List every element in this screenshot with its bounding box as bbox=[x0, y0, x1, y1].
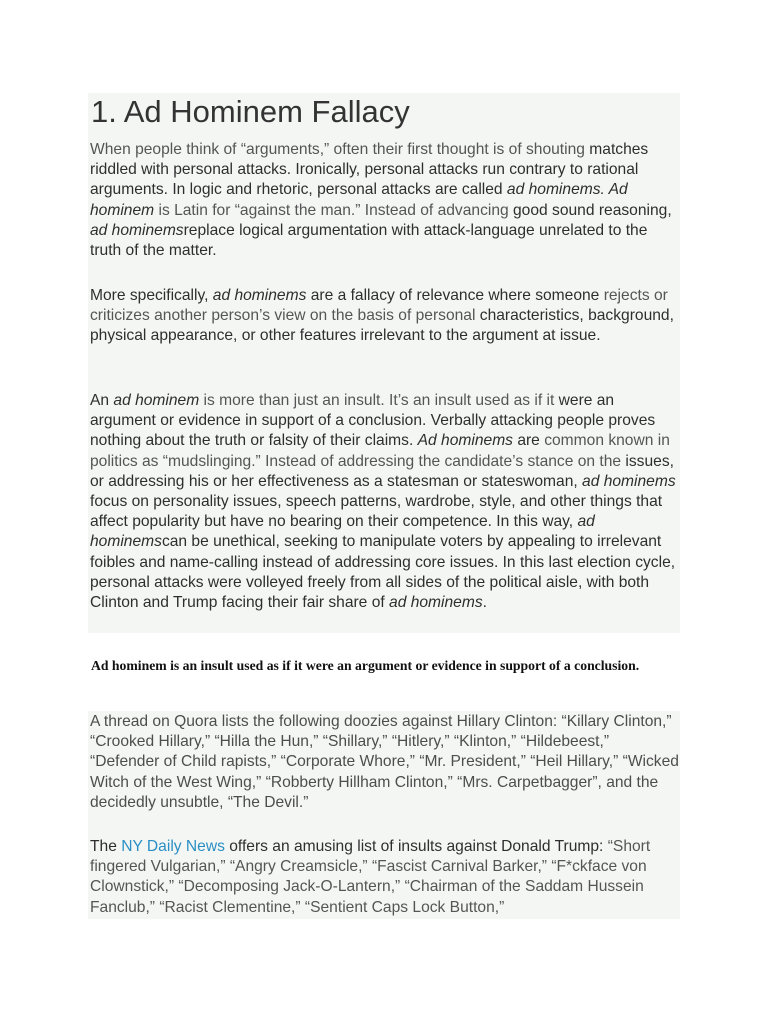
paragraph-trump-insults bbox=[90, 837, 680, 918]
p1-text-c: is Latin for “against the man.” Instead of advancing bbox=[154, 201, 509, 219]
p3-text-a: An bbox=[90, 392, 114, 409]
p5-text-b: offers an amusing list of insults against Donald Trump: bbox=[224, 838, 604, 855]
paragraph-specifically bbox=[90, 286, 680, 347]
p3-italic-b: Ad hominems bbox=[417, 432, 513, 450]
p1-italic-a: ad hominems. Ad hominem bbox=[90, 181, 628, 219]
p5-text-a: The bbox=[90, 838, 122, 855]
paragraph-insult bbox=[90, 391, 680, 613]
p2-text-b: are a fallacy of relevance where someone bbox=[306, 287, 600, 304]
p1-text-a: When people think of “arguments,” often their first thought is of shouting bbox=[90, 141, 585, 158]
p3-text-d: are bbox=[512, 432, 540, 450]
p3-text-g: focus on personality issues, speech patterns, wardrobe, style, and other things that affect popularity but have no bearing on their competence. In this way, bbox=[90, 493, 663, 531]
p2-text-a: More specifically, bbox=[90, 287, 213, 304]
p3-text-b: is more than just an insult. It’s an insult used as if it bbox=[199, 392, 555, 409]
p3-text-i: . bbox=[482, 594, 487, 612]
article-title: 1. Ad Hominem Fallacy bbox=[91, 94, 410, 129]
p3-text-f: issues, or addressing his or her effectiveness as a statesman or stateswoman, bbox=[90, 452, 674, 490]
p2-italic-a: ad hominems bbox=[212, 287, 307, 304]
p1-text-e: replace logical argumentation with attack-language unrelated to the truth of the matter. bbox=[90, 221, 648, 260]
p3-text-h: can be unethical, seeking to manipulate voters by appealing to irrelevant foibles and name-calling instead of addressing core issues. In this last election cycle, personal attacks were volleyed freely from all sides of the political aisle, with both Clinton and Trump facing their fair share of bbox=[90, 533, 676, 612]
p3-italic-d: ad hominems bbox=[90, 513, 595, 551]
p1-italic-b: ad hominems bbox=[90, 221, 184, 239]
p3-italic-c: ad hominems bbox=[582, 472, 676, 490]
paragraph-clinton-insults: A thread on Quora lists the following doozies against Hillary Clinton: “Killary Clinton,” “Crooked Hillary,” “Hilla the Hun,” “Shillary,” “Hitlery,” “Klinton,” “Hildebeest,” “Defender of Child rapists,” “Corporate Whore,” “Mr. President,” “Heil Hillary,” “Wicked Witch of the West Wing,” “Robberty Hillham Clinton,” “Mrs. Carpetbagger”, and the decidedly unsubtle, “The Devil.” bbox=[90, 713, 679, 811]
p3-italic-e: ad hominems bbox=[389, 594, 483, 612]
p2-text-d: characteristics, background, physical appearance, or other features irrelevant to the argument at issue. bbox=[90, 307, 674, 345]
p3-italic-a: ad hominem bbox=[113, 392, 200, 409]
p3-text-c: were an argument or evidence in support of a conclusion. Verbally attacking people proves nothing about the truth or falsity of their claims. bbox=[90, 392, 656, 450]
ny-daily-news-link[interactable]: NY Daily News bbox=[121, 838, 225, 855]
pull-quote: Ad hominem is an insult used as if it were an argument or evidence in support of a conclusion. bbox=[91, 658, 640, 673]
p1-text-b: matches riddled with personal attacks. Ironically, personal attacks run contrary to rational arguments. In logic and rhetoric, personal attacks are called bbox=[90, 141, 649, 199]
p2-text-c: rejects or criticizes another person’s view on the basis of personal bbox=[90, 287, 668, 325]
p1-text-d: good sound reasoning, bbox=[508, 201, 672, 219]
p5-text-c: “Short fingered Vulgarian,” “Angry Creamsicle,” “Fascist Carnival Barker,” “F*ckface von Clownstick,” “Decomposing Jack-O-Lantern,” “Chairman of the Saddam Hussein Fanclub,” “Racist Clementine,” “Sentient Caps Lock Button,” bbox=[90, 838, 651, 916]
paragraph-intro bbox=[90, 140, 680, 261]
p3-text-e: common known in politics as “mudslinging.” Instead of addressing the candidate’s stance on the bbox=[90, 432, 670, 470]
